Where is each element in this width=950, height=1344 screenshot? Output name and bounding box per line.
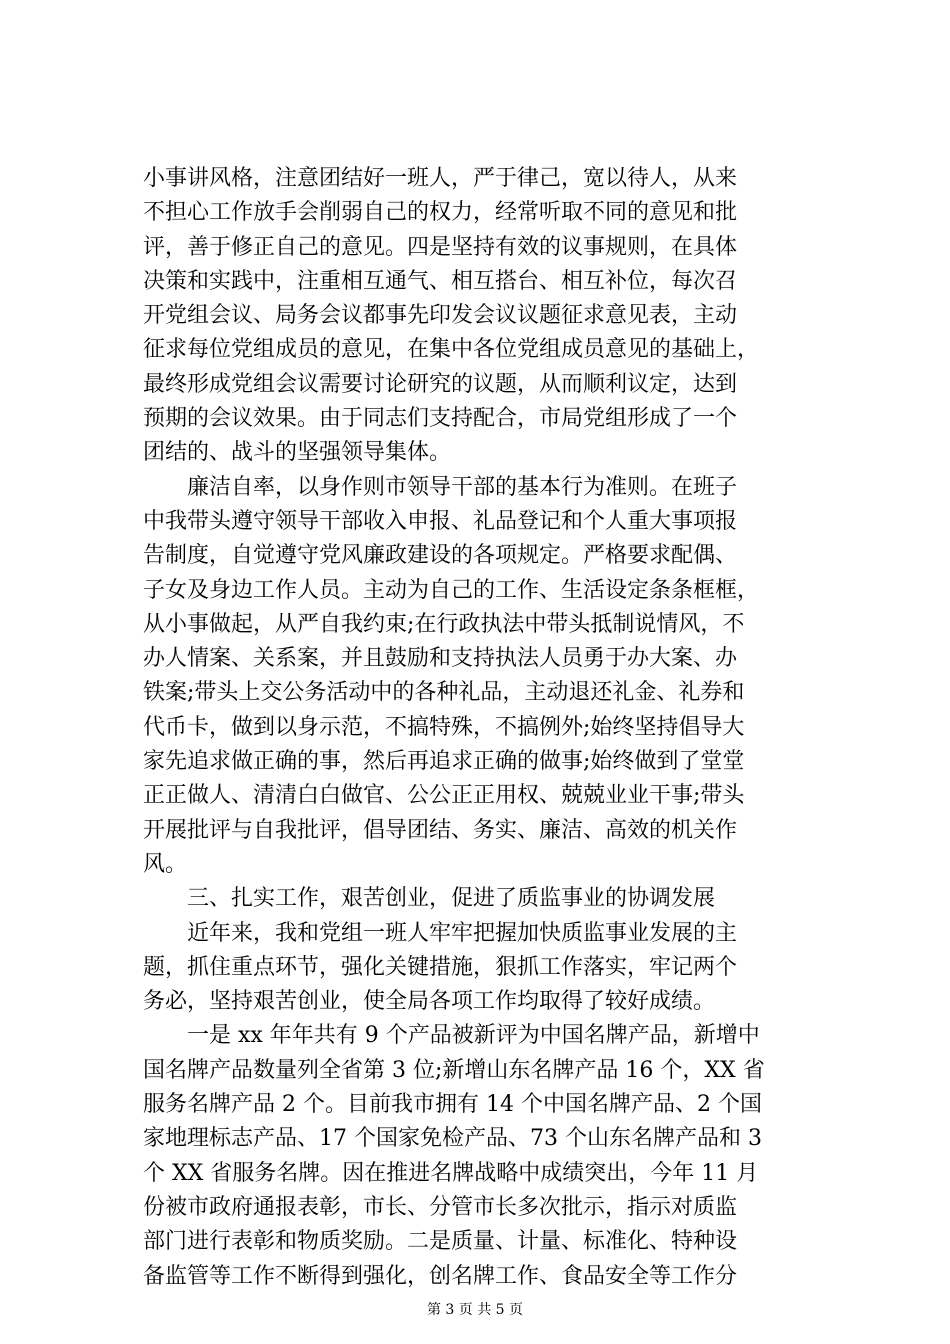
text-line: 从小事做起，从严自我约束;在行政执法中带头抵制说情风，不 bbox=[143, 611, 745, 637]
text-line: 题，抓住重点环节，强化关键措施，狠抓工作落实，牢记两个 bbox=[143, 954, 738, 980]
text-line: 三、扎实工作，艰苦创业，促进了质监事业的协调发展 bbox=[187, 886, 716, 912]
text-line: 开展批评与自我批评，倡导团结、务实、廉洁、高效的机关作 bbox=[143, 817, 738, 843]
text-line: 一是 xx 年年共有 9 个产品被新评为中国名牌产品，新增中 bbox=[187, 1023, 760, 1049]
text-line: 家地理标志产品、17 个国家免检产品、73 个山东名牌产品和 3 bbox=[143, 1126, 762, 1152]
text-line: 务必，坚持艰苦创业，使全局各项工作均取得了较好成绩。 bbox=[143, 989, 716, 1015]
text-line: 家先追求做正确的事，然后再追求正确的做事;始终做到了堂堂 bbox=[143, 749, 745, 775]
text-line: 份被市政府通报表彰，市长、分管市长多次批示，指示对质监 bbox=[143, 1194, 738, 1220]
text-line: 廉洁自率，以身作则市领导干部的基本行为准则。在班子 bbox=[187, 474, 738, 500]
text-line: 正正做人、清清白白做官、公公正正用权、兢兢业业干事;带头 bbox=[143, 783, 745, 809]
text-line: 备监管等工作不断得到强化，创名牌工作、食品安全等工作分 bbox=[143, 1263, 738, 1289]
text-line: 代币卡，做到以身示范，不搞特殊，不搞例外;始终坚持倡导大 bbox=[143, 714, 745, 740]
text-line: 征求每位党组成员的意见，在集中各位党组成员意见的基础上， bbox=[143, 337, 760, 363]
document-body bbox=[143, 162, 833, 1294]
text-line: 中我带头遵守领导干部收入申报、礼品登记和个人重大事项报 bbox=[143, 508, 738, 534]
text-line: 近年来，我和党组一班人牢牢把握加快质监事业发展的主 bbox=[187, 920, 738, 946]
text-line: 告制度，自觉遵守党风廉政建设的各项规定。严格要求配偶、 bbox=[143, 543, 738, 569]
text-line: 不担心工作放手会削弱自己的权力，经常听取不同的意见和批 bbox=[143, 200, 738, 226]
text-line: 个 XX 省服务名牌。因在推进名牌战略中成绩突出，今年 11 月 bbox=[143, 1160, 759, 1186]
text-line: 铁案;带头上交公务活动中的各种礼品，主动退还礼金、礼券和 bbox=[143, 680, 745, 706]
text-line: 团结的、战斗的坚强领导集体。 bbox=[143, 440, 452, 466]
text-line: 最终形成党组会议需要讨论研究的议题，从而顺利议定，达到 bbox=[143, 371, 738, 397]
text-line: 部门进行表彰和物质奖励。二是质量、计量、标准化、特种设 bbox=[143, 1229, 738, 1255]
text-line: 小事讲风格，注意团结好一班人，严于律己，宽以待人，从来 bbox=[143, 166, 738, 191]
text-line: 决策和实践中，注重相互通气、相互搭台、相互补位，每次召 bbox=[143, 268, 738, 294]
text-line: 开党组会议、局务会议都事先印发会议议题征求意见表，主动 bbox=[143, 303, 738, 329]
text-line: 评，善于修正自己的意见。四是坚持有效的议事规则，在具体 bbox=[143, 234, 738, 260]
text-line: 国名牌产品数量列全省第 3 位;新增山东名牌产品 16 个，XX 省 bbox=[143, 1057, 765, 1083]
text-line: 办人情案、关系案，并且鼓励和支持执法人员勇于办大案、办 bbox=[143, 646, 738, 672]
text-line: 风。 bbox=[143, 851, 188, 877]
text-line: 预期的会议效果。由于同志们支持配合，市局党组形成了一个 bbox=[143, 406, 738, 432]
text-line: 服务名牌产品 2 个。目前我市拥有 14 个中国名牌产品、2 个国 bbox=[143, 1092, 762, 1118]
text-line: 子女及身边工作人员。主动为自己的工作、生活设定条条框框， bbox=[143, 577, 760, 603]
page-footer: 第 3 页 共 5 页 bbox=[426, 1302, 524, 1318]
